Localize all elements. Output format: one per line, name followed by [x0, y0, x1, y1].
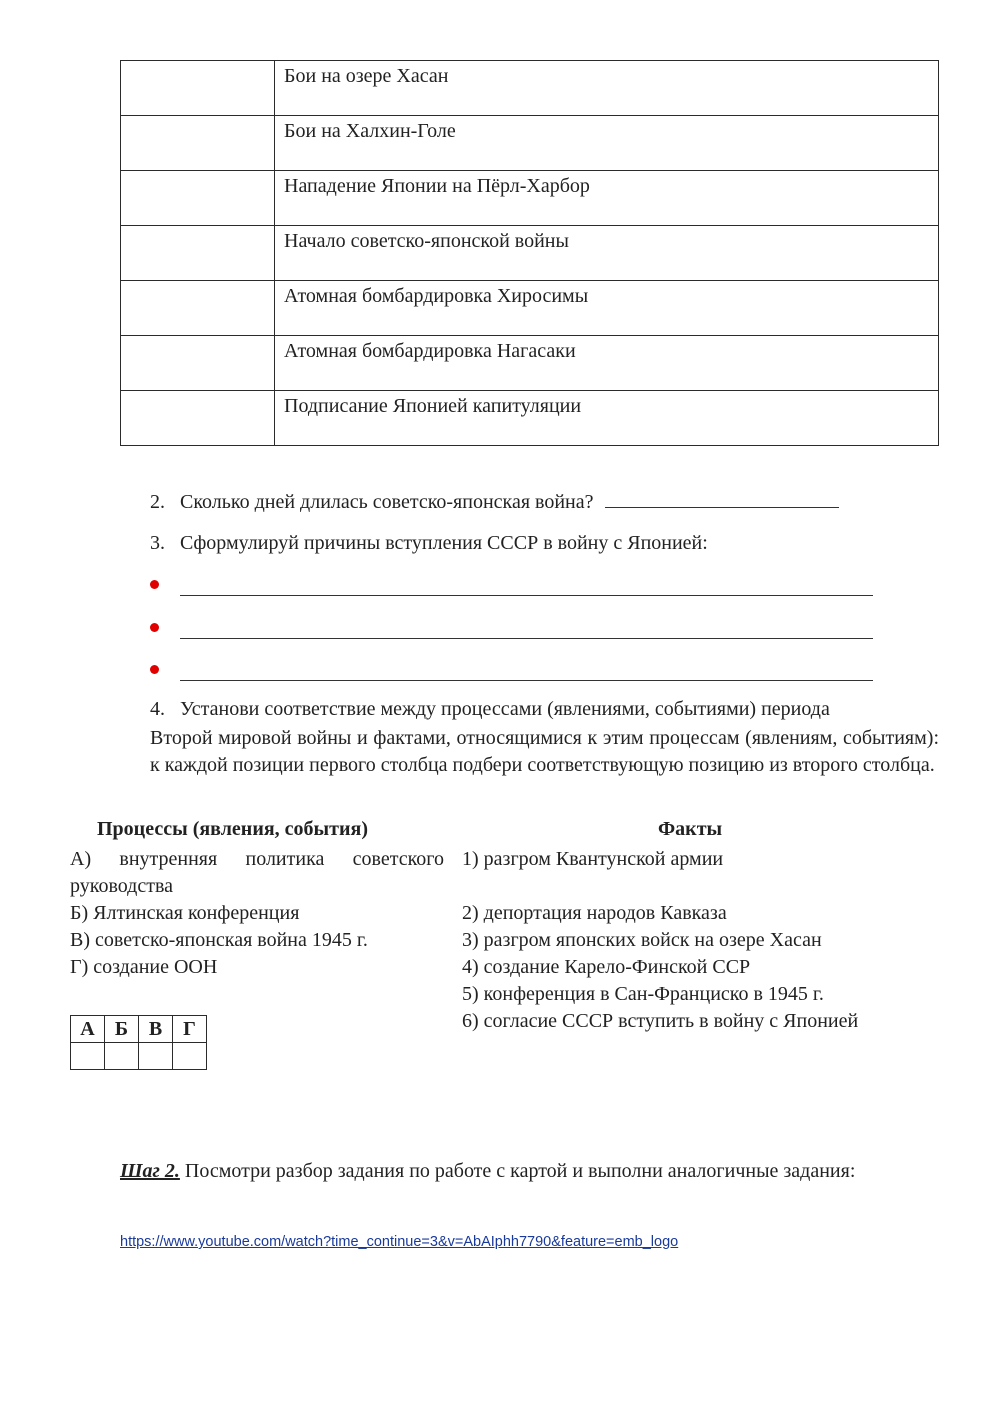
question-4-text-rest: Второй мировой войны и фактами, относящимися к этим процессам (явлениям, событиям): к каждой позиции первого столбца подбери соответствующую позицию из второго столбца.	[150, 727, 939, 776]
answer-cell[interactable]	[71, 1043, 105, 1070]
question-4-number: 4.	[150, 698, 165, 720]
right-item: 4) создание Карело-Финской ССР	[462, 956, 751, 978]
left-column-header: Процессы (явления, события)	[97, 818, 368, 840]
left-item: Г) создание ООН	[70, 956, 218, 978]
event-cell: Начало советско-японской войны	[275, 226, 939, 281]
bullet-icon	[150, 623, 159, 632]
right-item: 3) разгром японских войск на озере Хасан	[462, 929, 822, 951]
event-cell: Нападение Японии на Пёрл-Харбор	[275, 171, 939, 226]
left-item: А) внутренняя политика советского руководства	[70, 848, 444, 897]
answer-cell[interactable]	[105, 1043, 139, 1070]
answer-header: А	[71, 1016, 105, 1043]
question-2	[150, 490, 839, 514]
right-item: 1) разгром Квантунской армии	[462, 848, 724, 870]
reason-answer-line[interactable]	[180, 621, 873, 639]
step-2-text: Посмотри разбор задания по работе с картой и выполни аналогичные задания:	[184, 1160, 856, 1182]
bullet-icon	[150, 580, 159, 589]
event-cell: Атомная бомбардировка Хиросимы	[275, 281, 939, 336]
events-table	[120, 60, 939, 446]
step-2-paragraph	[60, 1158, 939, 1185]
right-column-header: Факты	[658, 818, 723, 840]
answer-header: Г	[173, 1016, 207, 1043]
answer-cell[interactable]	[139, 1043, 173, 1070]
video-link[interactable]: https://www.youtube.com/watch?time_continue=3&v=AbAIphh7790&feature=emb_logo	[120, 1234, 679, 1250]
question-2-text: Сколько дней длилась советско-японская война?	[180, 491, 594, 513]
date-cell[interactable]	[121, 171, 275, 226]
answer-header: В	[139, 1016, 173, 1043]
answer-grid	[70, 1015, 207, 1070]
table-row	[121, 61, 939, 116]
answer-input-row	[71, 1043, 207, 1070]
left-item: Б) Ялтинская конференция	[70, 902, 300, 924]
question-3	[150, 532, 708, 555]
date-cell[interactable]	[121, 336, 275, 391]
table-row	[121, 281, 939, 336]
video-link-wrapper	[120, 1229, 678, 1252]
event-cell: Бои на Халхин-Голе	[275, 116, 939, 171]
event-cell: Подписание Японией капитуляции	[275, 391, 939, 446]
answer-header-row	[71, 1016, 207, 1043]
table-row	[121, 116, 939, 171]
bullet-icon	[150, 665, 159, 674]
left-item: В) советско-японская война 1945 г.	[70, 929, 368, 951]
right-item: 2) депортация народов Кавказа	[462, 902, 727, 924]
table-row	[121, 171, 939, 226]
question-3-number: 3.	[150, 532, 165, 554]
answer-header: Б	[105, 1016, 139, 1043]
question-4-text-line1: Установи соответствие между процессами (явлениями, событиями) периода	[180, 698, 830, 720]
event-cell: Атомная бомбардировка Нагасаки	[275, 336, 939, 391]
date-cell[interactable]	[121, 61, 275, 116]
date-cell[interactable]	[121, 226, 275, 281]
table-row	[121, 226, 939, 281]
event-cell: Бои на озере Хасан	[275, 61, 939, 116]
right-item: 5) конференция в Сан-Франциско в 1945 г.	[462, 983, 824, 1005]
table-row	[121, 391, 939, 446]
table-row	[121, 336, 939, 391]
date-cell[interactable]	[121, 281, 275, 336]
reason-answer-line[interactable]	[180, 578, 873, 596]
date-cell[interactable]	[121, 116, 275, 171]
answer-cell[interactable]	[173, 1043, 207, 1070]
reason-answer-line[interactable]	[180, 663, 873, 681]
question-3-text: Сформулируй причины вступления СССР в войну с Японией:	[180, 532, 708, 554]
date-cell[interactable]	[121, 391, 275, 446]
question-4-first-line	[150, 698, 830, 721]
question-2-number: 2.	[150, 491, 165, 513]
right-item: 6) согласие СССР вступить в войну с Японией	[462, 1010, 859, 1032]
step-2-label: Шаг 2.	[120, 1160, 180, 1182]
question-2-answer-line[interactable]	[605, 490, 839, 508]
